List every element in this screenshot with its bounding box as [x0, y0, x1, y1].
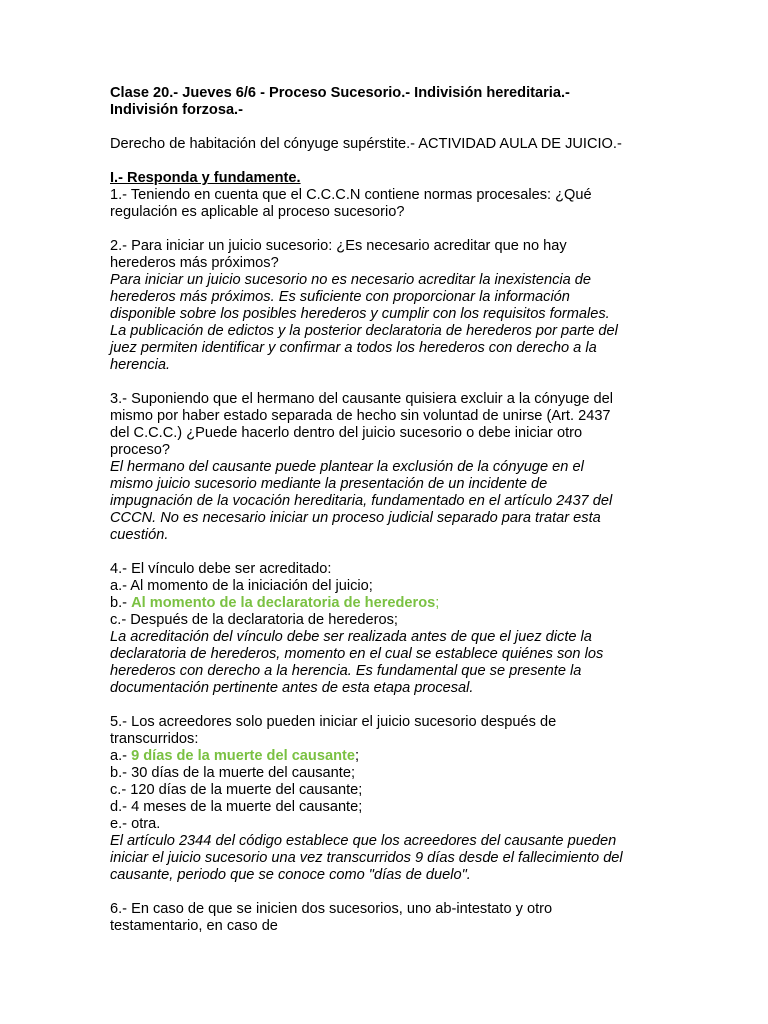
q4-option-c: c.- Después de la declaratoria de herederos;: [110, 612, 398, 628]
q2-question-line: 2.- Para iniciar un juicio sucesorio: ¿Es necesario acreditar que no hay: [110, 238, 567, 254]
q3-question-line: 3.- Suponiendo que el hermano del causante quisiera excluir a la cónyuge del: [110, 391, 614, 407]
q5-option-b: b.- 30 días de la muerte del causante;: [110, 765, 356, 781]
q3-question-line: mismo por haber estado separada de hecho sin voluntad de unirse (Art. 2437: [110, 408, 611, 424]
document-body: [110, 85, 670, 935]
subtitle: Derecho de habitación del cónyuge supérstite.- ACTIVIDAD AULA DE JUICIO.-: [110, 136, 622, 152]
q5-question-line: 5.- Los acreedores solo pueden iniciar el juicio sucesorio después de: [110, 714, 557, 730]
q4-option-b-highlight: Al momento de la declaratoria de herederos: [131, 595, 436, 611]
q2-answer-line: La publicación de edictos y la posterior declaratoria de herederos por parte del: [110, 323, 618, 339]
q3-answer-line: mismo juicio sucesorio mediante la presentación de un incidente de: [110, 476, 548, 492]
q2-answer-line: herencia.: [110, 357, 171, 373]
q2-answer-line: herederos más próximos. Es suficiente con proporcionar la información: [110, 289, 570, 305]
spacer: [110, 221, 670, 238]
q5-option-a-highlight: 9 días de la muerte del causante: [131, 748, 355, 764]
q5-option-a-prefix: a.-: [110, 748, 132, 764]
title-line-1: Clase 20.- Jueves 6/6 - Proceso Sucesorio.- Indivisión hereditaria.-: [110, 85, 570, 101]
q1-line: regulación es aplicable al proceso sucesorio?: [110, 204, 405, 220]
title-line-2: Indivisión forzosa.-: [110, 102, 243, 118]
q2-answer-line: juez permiten identificar y confirmar a todos los herederos con derecho a la: [110, 340, 597, 356]
q4-answer-line: documentación pertinente antes de esta etapa procesal.: [110, 680, 474, 696]
q5-question-line: transcurridos:: [110, 731, 199, 747]
q4-option-b-suffix: ;: [435, 595, 440, 611]
spacer: [110, 153, 670, 170]
q4-option-a: a.- Al momento de la iniciación del juicio;: [110, 578, 373, 594]
q2-answer-line: Para iniciar un juicio sucesorio no es necesario acreditar la inexistencia de: [110, 272, 592, 288]
q6-line: 6.- En caso de que se inicien dos sucesorios, uno ab-intestato y otro: [110, 901, 553, 917]
q3-answer-line: impugnación de la vocación hereditaria, fundamentado en el artículo 2437 del: [110, 493, 613, 509]
spacer: [110, 544, 670, 561]
q3-question-line: del C.C.C.) ¿Puede hacerlo dentro del juicio sucesorio o debe iniciar otro: [110, 425, 583, 441]
q4-question: 4.- El vínculo debe ser acreditado:: [110, 561, 332, 577]
q1-line: 1.- Teniendo en cuenta que el C.C.C.N contiene normas procesales: ¿Qué: [110, 187, 592, 203]
q4-option-b-prefix: b.-: [110, 595, 132, 611]
q5-option-a: [110, 748, 670, 765]
q2-question-line: herederos más próximos?: [110, 255, 279, 271]
q5-option-a-suffix: ;: [354, 748, 360, 764]
q5-option-e: e.- otra.: [110, 816, 161, 832]
q4-answer-line: declaratoria de herederos, momento en el cual se establece quiénes son los: [110, 646, 604, 662]
q5-answer-line: causante, periodo que se conoce como "días de duelo".: [110, 867, 471, 883]
q4-answer-line: La acreditación del vínculo debe ser realizada antes de que el juez dicte la: [110, 629, 592, 645]
q5-answer-line: iniciar el juicio sucesorio una vez transcurridos 9 días desde el fallecimiento del: [110, 850, 623, 866]
spacer: [110, 374, 670, 391]
q3-answer-line: cuestión.: [110, 527, 169, 543]
section-heading: I.- Responda y fundamente.: [110, 170, 301, 186]
q4-option-b: [110, 595, 670, 612]
q3-answer-line: CCCN. No es necesario iniciar un proceso judicial separado para tratar esta: [110, 510, 601, 526]
q5-answer-line: El artículo 2344 del código establece que los acreedores del causante pueden: [110, 833, 617, 849]
q5-option-d: d.- 4 meses de la muerte del causante;: [110, 799, 363, 815]
q2-answer-line: disponible sobre los posibles herederos y cumplir con los requisitos formales.: [110, 306, 610, 322]
spacer: [110, 697, 670, 714]
q4-answer-line: herederos con derecho a la herencia. Es fundamental que se presente la: [110, 663, 582, 679]
q3-question-line: proceso?: [110, 442, 171, 458]
q6-line: testamentario, en caso de: [110, 918, 278, 934]
q3-answer-line: El hermano del causante puede plantear la exclusión de la cónyuge en el: [110, 459, 584, 475]
spacer: [110, 119, 670, 136]
spacer: [110, 884, 670, 901]
q5-option-c: c.- 120 días de la muerte del causante;: [110, 782, 363, 798]
